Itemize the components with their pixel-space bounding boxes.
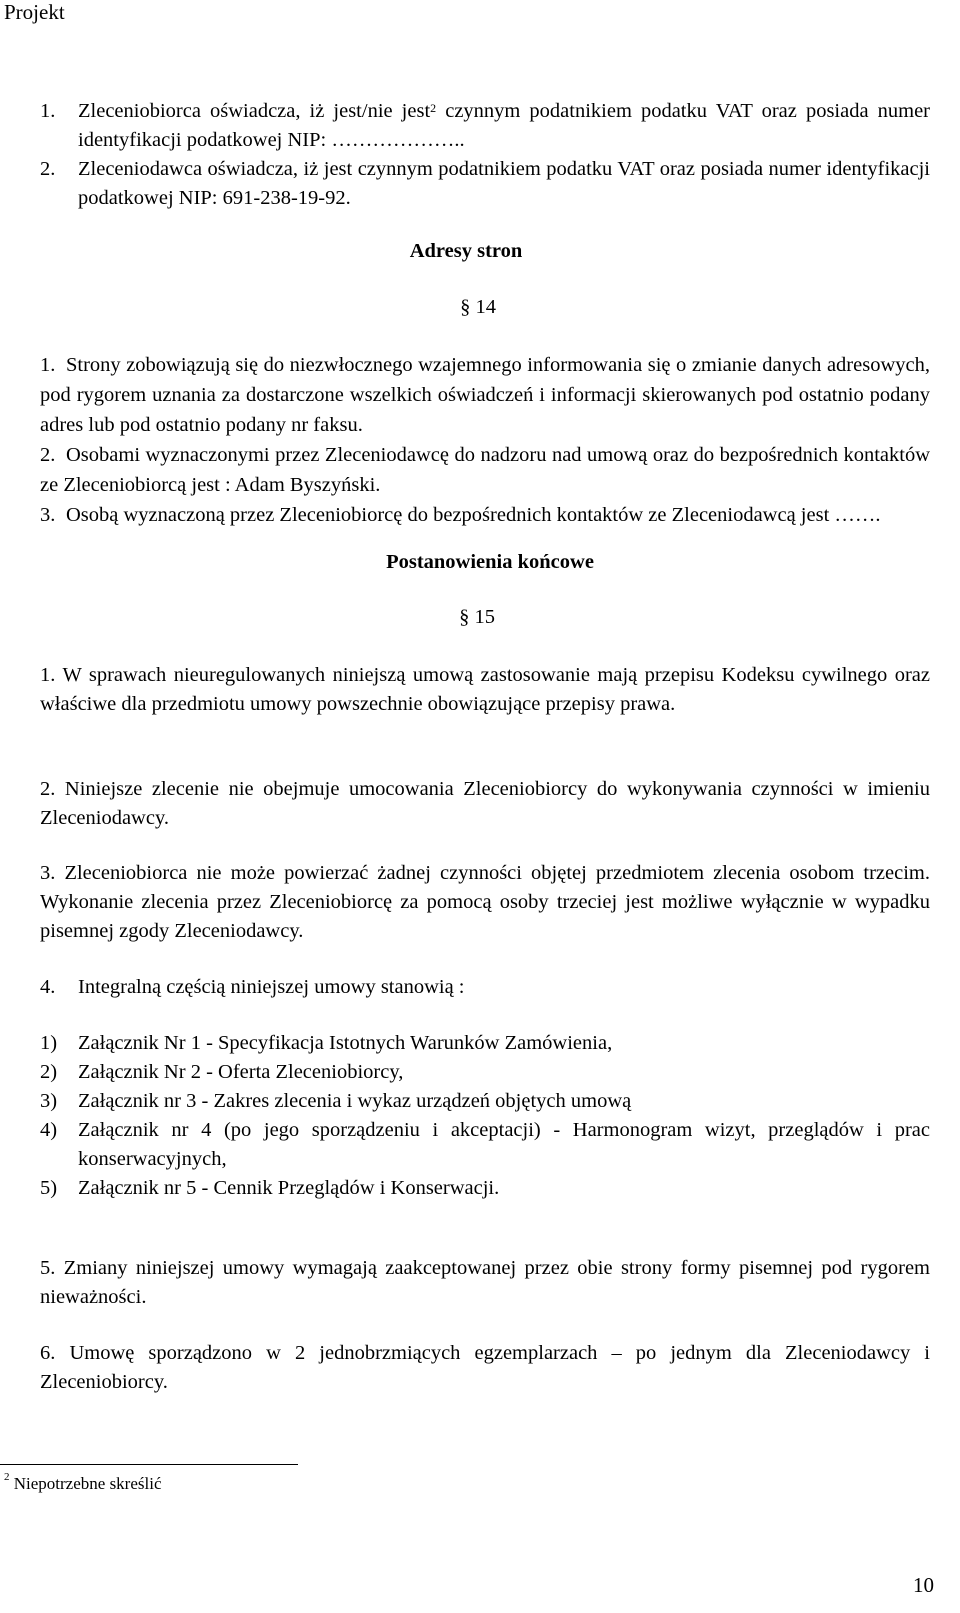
section-14-item-2-num: 2. — [40, 444, 56, 466]
intro-item-2 — [40, 155, 930, 213]
attachment-text: Załącznik Nr 1 - Specyfikacja Istotnych Warunków Zamówienia, — [78, 1032, 613, 1054]
attachment-item — [40, 1029, 930, 1058]
section-15-p5 — [40, 1254, 930, 1312]
section-14-item-2 — [40, 440, 930, 500]
footnote-separator — [0, 1464, 298, 1465]
section-14-heading: Adresy stron — [409, 240, 523, 262]
section-14-paragraph-mark: § 14 — [460, 296, 496, 318]
intro-item-1-num: 1. — [40, 100, 56, 122]
intro-item-1 — [40, 97, 930, 155]
section-14-item-3 — [40, 500, 930, 530]
footnote-mark: 2 — [4, 1471, 10, 1483]
attachment-num: 4) — [40, 1119, 58, 1141]
attachment-item — [40, 1087, 930, 1116]
footnote-ref: 2 — [430, 101, 437, 115]
section-15-heading: Postanowienia końcowe — [386, 551, 594, 573]
intro-item-2-num: 2. — [40, 158, 56, 180]
attachment-text: Załącznik Nr 2 - Oferta Zleceniobiorcy, — [78, 1061, 404, 1083]
attachment-text: Załącznik nr 5 - Cennik Przeglądów i Konserwacji. — [78, 1177, 500, 1199]
section-15-p1-num: 1. — [40, 664, 56, 686]
footnote-text: Niepotrzebne skreślić — [13, 1474, 162, 1493]
attachment-num: 5) — [40, 1177, 58, 1199]
footnote — [4, 1471, 162, 1494]
section-15-p2-num: 2. — [40, 778, 56, 800]
section-14-items — [40, 350, 930, 530]
section-15-p2 — [40, 775, 930, 833]
section-15-p4-text: Integralną częścią niniejszej umowy stanowią : — [78, 976, 465, 998]
section-15-p5-text: Zmiany niniejszej umowy wymagają zaakceptowanej przez obie strony formy pisemnej pod rygorem nieważności. — [40, 1257, 930, 1308]
attachment-text: Załącznik nr 3 - Zakres zlecenia i wykaz urządzeń objętych umową — [78, 1090, 632, 1112]
intro-item-1-text — [78, 97, 930, 155]
section-14-item-1-num: 1. — [40, 354, 56, 376]
page-header-title: Projekt — [4, 0, 65, 24]
section-14-item-2-text: Osobami wyznaczonymi przez Zleceniodawcę do nadzoru nad umową oraz do bezpośrednich kontaktów ze Zleceniobiorcą jest : Adam Byszyński. — [40, 444, 930, 496]
intro-item-1-text-a: Zleceniobiorca oświadcza, iż jest/nie jest — [78, 100, 431, 122]
section-15-p3 — [40, 859, 930, 946]
section-14-item-3-num: 3. — [40, 504, 56, 526]
section-15-p1-text: W sprawach nieuregulowanych niniejszą umową zastosowanie mają przepisu Kodeksu cywilnego oraz właściwe dla przedmiotu umowy powszechnie obowiązujące przepisy prawa. — [40, 664, 930, 715]
intro-item-2-text: Zleceniodawca oświadcza, iż jest czynnym podatnikiem podatku VAT oraz posiada numer identyfikacji podatkowej NIP: 691-238-19-92. — [78, 158, 930, 209]
attachment-item — [40, 1174, 930, 1203]
attachment-num: 1) — [40, 1032, 58, 1054]
section-15-paragraph-mark: § 15 — [459, 606, 495, 628]
section-15-p2-text: Niniejsze zlecenie nie obejmuje umocowania Zleceniobiorcy do wykonywania czynności w imieniu Zleceniodawcy. — [40, 778, 930, 829]
intro-item-1-text-b: czynnym podatnikiem podatku VAT oraz posiada numer identyfikacji podatkowej NIP: ……………….. — [78, 100, 930, 151]
section-15-p3-num: 3. — [40, 862, 56, 884]
section-14-item-1 — [40, 350, 930, 440]
attachment-num: 2) — [40, 1061, 58, 1083]
section-15-p4 — [40, 973, 930, 1002]
section-15-p5-num: 5. — [40, 1257, 56, 1279]
section-14-item-1-text: Strony zobowiązują się do niezwłocznego wzajemnego informowania się o zmianie danych adresowych, pod rygorem uznania za dostarczone wszelkich oświadczeń i informacji skierowanych pod ostatnio podany adres lub pod ostatnio podany nr faksu. — [40, 354, 930, 436]
page-number: 10 — [913, 1573, 934, 1597]
attachment-item — [40, 1058, 930, 1087]
section-15-p3-text: Zleceniobiorca nie może powierzać żadnej czynności objętej przedmiotem zlecenia osobom trzecim. Wykonanie zlecenia przez Zleceniobiorcę za pomocą osoby trzeciej jest możliwe wyłącznie w wypadku pisemnej zgody Zleceniodawcy. — [40, 862, 930, 942]
section-15-p4-num: 4. — [40, 976, 56, 998]
section-15-p6-text: Umowę sporządzono w 2 jednobrzmiących egzemplarzach – po jednym dla Zleceniodawcy i Zleceniobiorcy. — [40, 1342, 931, 1393]
attachment-text: Załącznik nr 4 (po jego sporządzeniu i akceptacji) - Harmonogram wizyt, przeglądów i prac konserwacyjnych, — [78, 1119, 930, 1170]
attachment-item — [40, 1116, 930, 1174]
section-15-p1 — [40, 661, 930, 719]
intro-list — [40, 97, 930, 213]
attachment-num: 3) — [40, 1090, 58, 1112]
section-15-p6 — [40, 1339, 930, 1397]
section-15-p6-num: 6. — [40, 1342, 56, 1364]
attachments-list — [40, 1029, 930, 1203]
section-14-item-3-text: Osobą wyznaczoną przez Zleceniobiorcę do bezpośrednich kontaktów ze Zleceniodawcą jest ……. — [66, 504, 881, 526]
